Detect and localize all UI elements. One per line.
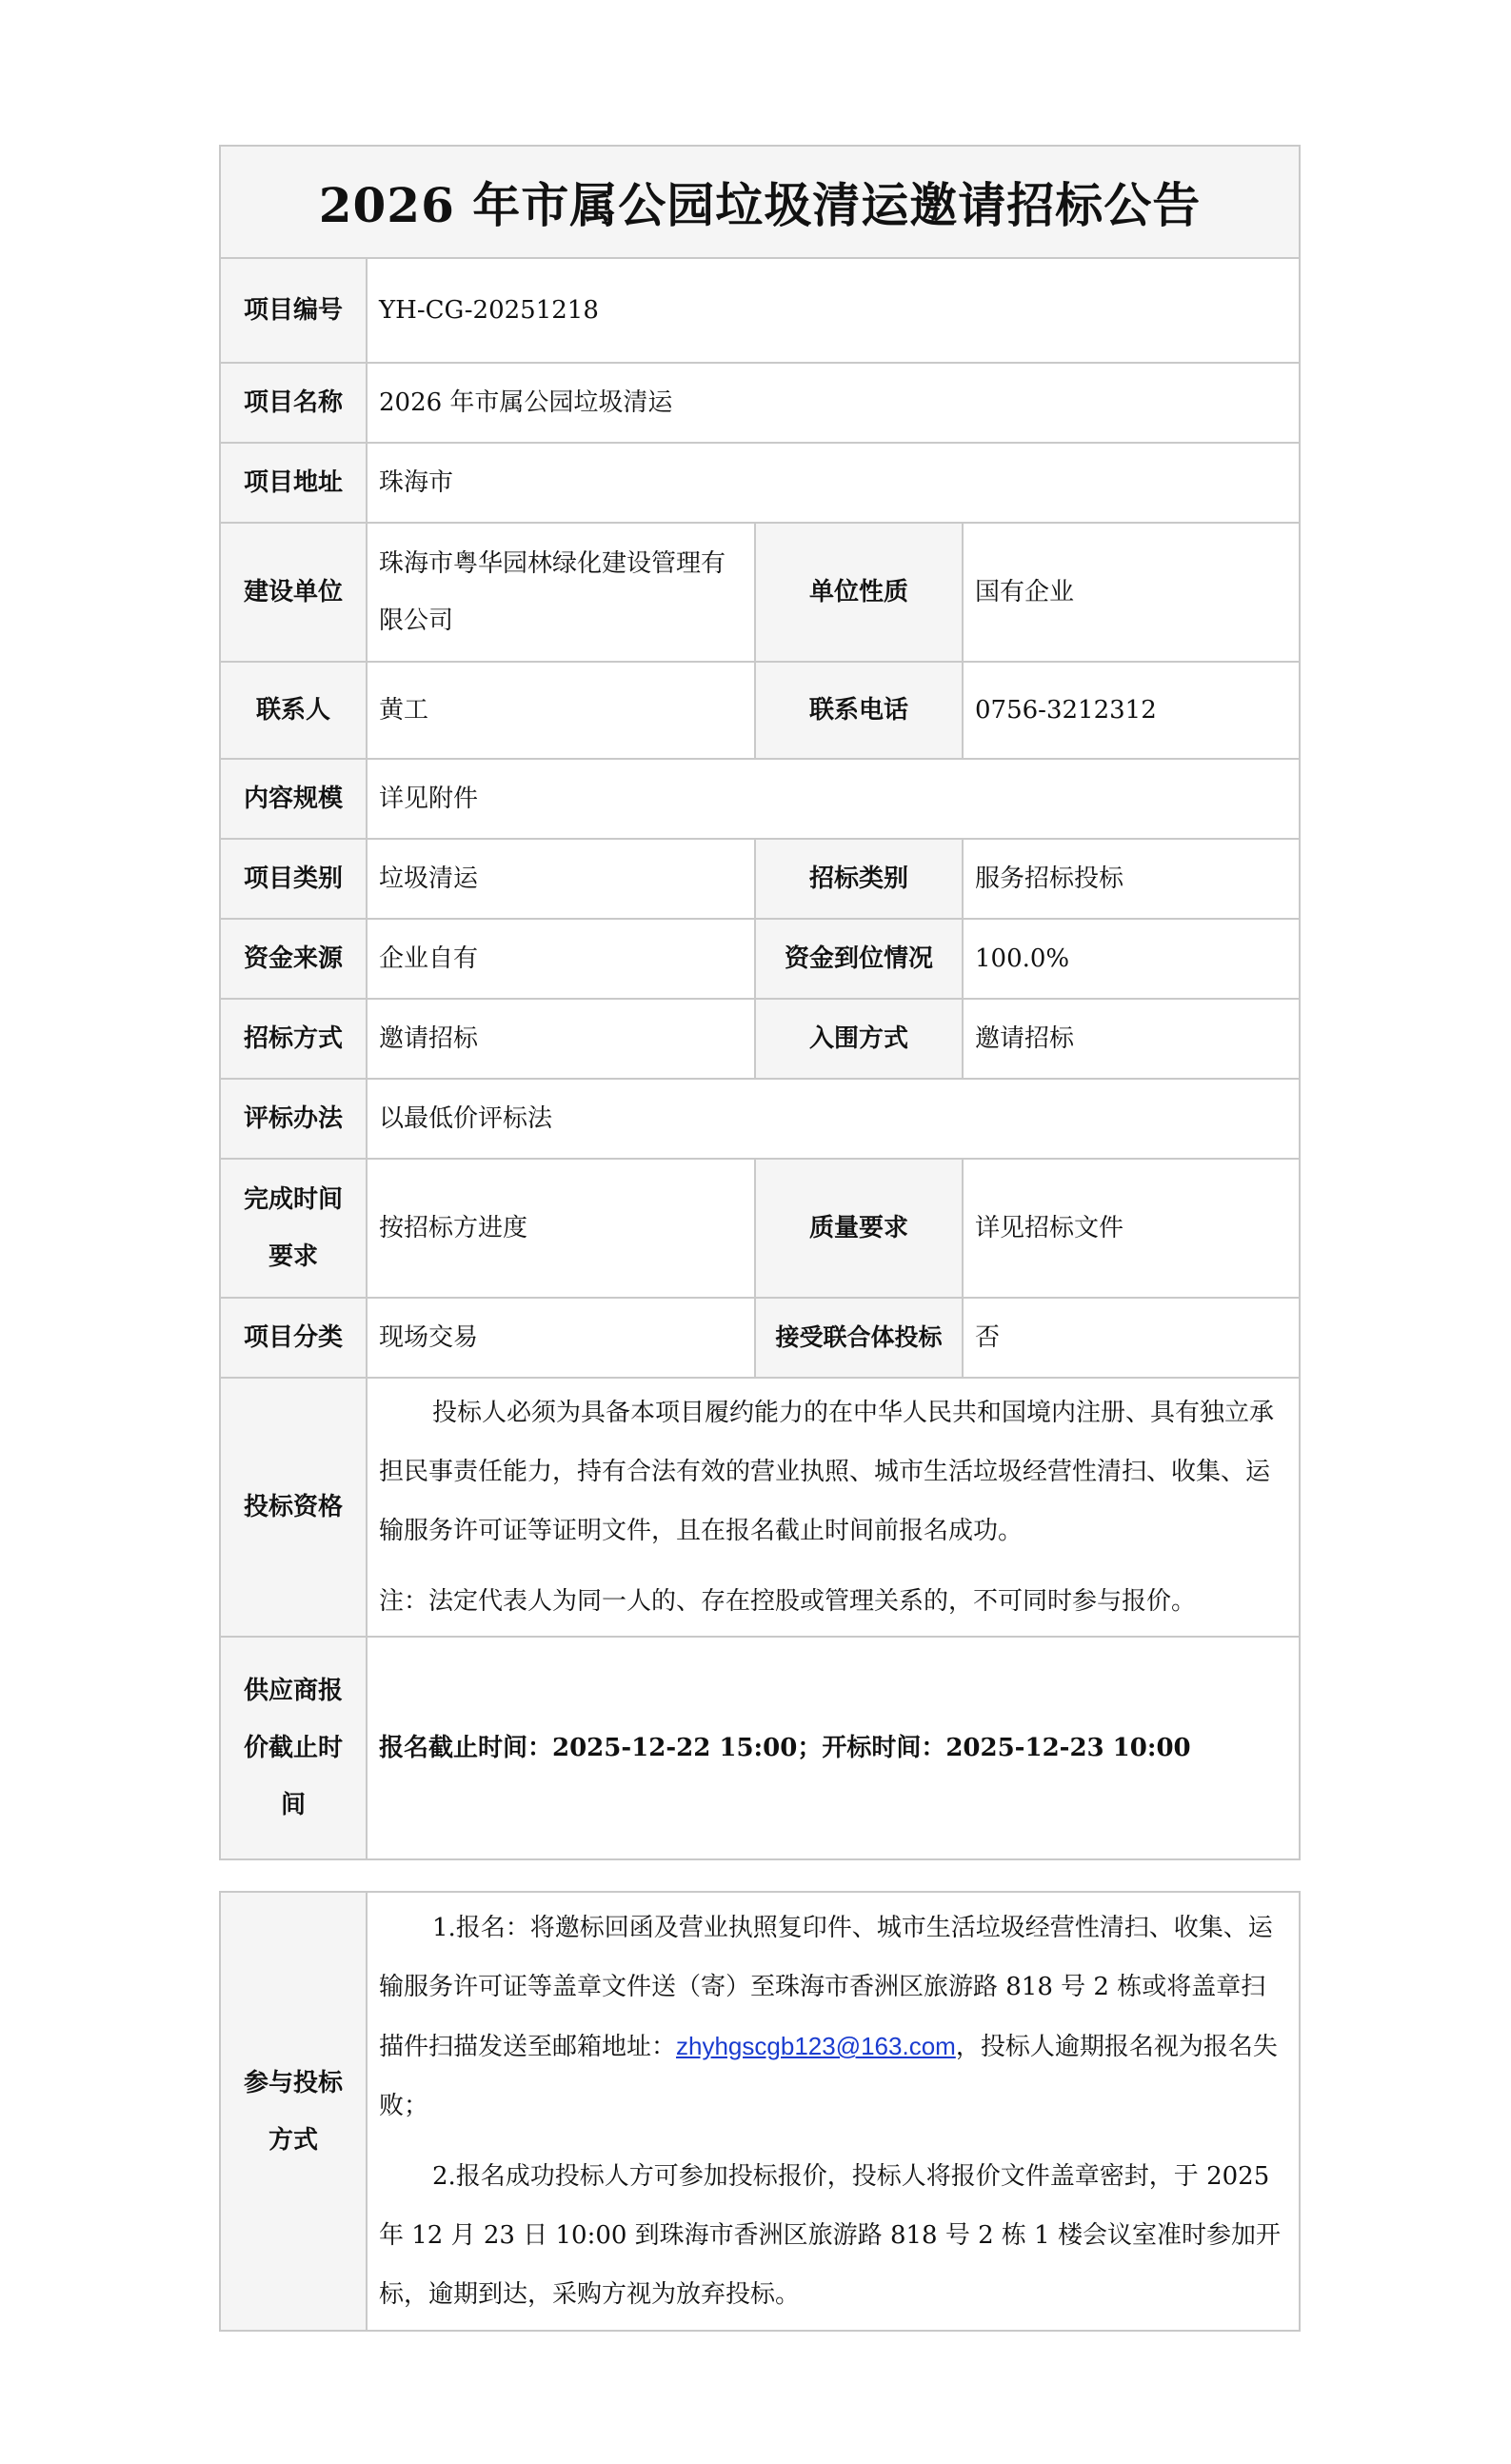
tender-category-value: 服务招标投标 bbox=[963, 839, 1300, 919]
table-row bbox=[220, 1378, 1300, 1637]
funding-source-value: 企业自有 bbox=[367, 919, 755, 999]
deadline-label: 供应商报价截止时间 bbox=[220, 1637, 367, 1859]
phone-label: 联系电话 bbox=[755, 662, 963, 759]
shortlist-method-value: 邀请招标 bbox=[963, 999, 1300, 1079]
table-row bbox=[220, 258, 1300, 363]
phone-value: 0756-3212312 bbox=[963, 662, 1300, 759]
project-name-label: 项目名称 bbox=[220, 363, 367, 443]
quality-label: 质量要求 bbox=[755, 1159, 963, 1298]
tender-method-label: 招标方式 bbox=[220, 999, 367, 1079]
participation-item-1-tail: ，投标人逾期报名视为报名失败； bbox=[379, 2033, 1278, 2120]
project-name-value: 2026 年市属公园垃圾清运 bbox=[367, 363, 1300, 443]
consortium-value: 否 bbox=[963, 1298, 1300, 1378]
unit-nature-value: 国有企业 bbox=[963, 523, 1300, 662]
project-address-label: 项目地址 bbox=[220, 443, 367, 523]
table-row bbox=[220, 1892, 1300, 2331]
deadline-value: 报名截止时间：2025-12-22 15:00；开标时间：2025-12-23 10:00 bbox=[367, 1637, 1300, 1859]
project-category-value: 垃圾清运 bbox=[367, 839, 755, 919]
funding-status-value: 100.0% bbox=[963, 919, 1300, 999]
project-no-value: YH-CG-20251218 bbox=[367, 258, 1300, 363]
contact-value: 黄工 bbox=[367, 662, 755, 759]
participation-item-2: 2.报名成功投标人方可参加投标报价，投标人将报价文件盖章密封，于 2025 年 12 月 23 日 10:00 到珠海市香洲区旅游路 818 号 2 栋 1 楼会议室准时参加开标，逾期到达，采购方视为放弃投标。 bbox=[379, 2162, 1281, 2309]
participation-table bbox=[219, 1891, 1301, 2332]
participation-label: 参与投标方式 bbox=[220, 1892, 367, 2331]
funding-status-label: 资金到位情况 bbox=[755, 919, 963, 999]
completion-time-label: 完成时间要求 bbox=[220, 1159, 367, 1298]
participation-item-1 bbox=[379, 1898, 1289, 2136]
page-title: 2026 年市属公园垃圾清运邀请招标公告 bbox=[220, 146, 1300, 258]
table-row bbox=[220, 1079, 1300, 1159]
table-row bbox=[220, 759, 1300, 839]
contact-label: 联系人 bbox=[220, 662, 367, 759]
table-row bbox=[220, 999, 1300, 1079]
classification-value: 现场交易 bbox=[367, 1298, 755, 1378]
project-address-value: 珠海市 bbox=[367, 443, 1300, 523]
qualification-label: 投标资格 bbox=[220, 1378, 367, 1637]
email-link[interactable]: zhyhgscgb123@163.com bbox=[676, 2032, 956, 2060]
table-row bbox=[220, 523, 1300, 662]
evaluation-label: 评标办法 bbox=[220, 1079, 367, 1159]
unit-nature-label: 单位性质 bbox=[755, 523, 963, 662]
project-no-label: 项目编号 bbox=[220, 258, 367, 363]
builder-label: 建设单位 bbox=[220, 523, 367, 662]
shortlist-method-label: 入围方式 bbox=[755, 999, 963, 1079]
scope-value: 详见附件 bbox=[367, 759, 1300, 839]
participation-item-1-text: 1.报名：将邀标回函及营业执照复印件、城市生活垃圾经营性清扫、收集、运输服务许可证等盖章文件送（寄）至珠海市香洲区旅游路 818 号 2 栋或将盖章扫描件扫描发送至邮箱地址： bbox=[379, 1914, 1273, 2061]
table-row bbox=[220, 839, 1300, 919]
table-row bbox=[220, 1298, 1300, 1378]
table-row bbox=[220, 1637, 1300, 1859]
tender-category-label: 招标类别 bbox=[755, 839, 963, 919]
consortium-label: 接受联合体投标 bbox=[755, 1298, 963, 1378]
classification-label: 项目分类 bbox=[220, 1298, 367, 1378]
builder-value: 珠海市粤华园林绿化建设管理有限公司 bbox=[367, 523, 755, 662]
evaluation-value: 以最低价评标法 bbox=[367, 1079, 1300, 1159]
table-row bbox=[220, 363, 1300, 443]
qualification-note: 注：法定代表人为同一人的、存在控股或管理关系的，不可同时参与报价。 bbox=[379, 1587, 1197, 1616]
table-row bbox=[220, 919, 1300, 999]
qualification-text: 投标人必须为具备本项目履约能力的在中华人民共和国境内注册、具有独立承担民事责任能力，持有合法有效的营业执照、城市生活垃圾经营性清扫、收集、运输服务许可证等证明文件，且在报名截止时间前报名成功。 bbox=[379, 1399, 1275, 1545]
funding-source-label: 资金来源 bbox=[220, 919, 367, 999]
quality-value: 详见招标文件 bbox=[963, 1159, 1300, 1298]
table-row bbox=[220, 443, 1300, 523]
table-row bbox=[220, 662, 1300, 759]
announcement-table bbox=[219, 145, 1301, 1860]
scope-label: 内容规模 bbox=[220, 759, 367, 839]
tender-method-value: 邀请招标 bbox=[367, 999, 755, 1079]
project-category-label: 项目类别 bbox=[220, 839, 367, 919]
table-row bbox=[220, 1159, 1300, 1298]
completion-time-value: 按招标方进度 bbox=[367, 1159, 755, 1298]
